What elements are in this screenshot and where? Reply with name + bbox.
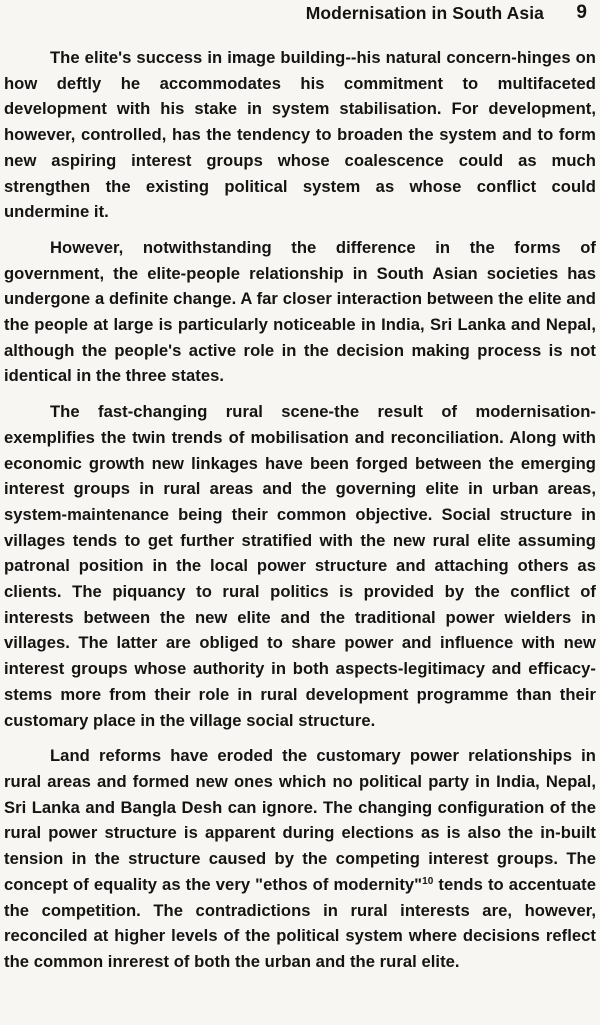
paragraph-land-reforms-text-a: Land reforms have eroded the customary power relationships in rural areas and formed new ones which no political party in India, Nepal, Sri Lanka and Bangla Desh can ignore. The changing configuration of the rural power structure is apparent during elections as is also the in-built tension in the structure caused by the competing interest groups. The concept of equality as the very "ethos of modernity" [4, 746, 596, 894]
paragraph-land-reforms-text-b: tends to accentuate the competition. The contradictions in rural interests are, however, reconciled at higher levels of the political system where decisions reflect the common inrerest of both the urban and the rural elite. [4, 874, 596, 971]
footnote-reference: 10 [422, 875, 434, 887]
running-header-title: Modernisation in South Asia [305, 3, 544, 23]
page-number: 9 [576, 2, 587, 23]
paragraph-elite-people: However, notwithstanding the difference in the forms of government, the elite-people relationship in South Asian societies has undergone a definite change. A far closer interaction between the elite and the people at large is particularly noticeable in India, Sri Lanka and Nepal, although the people's active role in the decision making process is not identical in the three states. [4, 237, 596, 386]
running-header [0, 2, 600, 28]
paragraph-land-reforms [4, 743, 596, 974]
paragraph-elite-image: The elite's success in image building--his natural concern-hinges on how deftly he accommodates his commitment to multifaceted development with his stake in system stabilisation. For development, however, controlled, has the tendency to broaden the system and to form new aspiring interest groups whose coalescence could as much strengthen the existing political system as whose conflict could undermine it. [4, 48, 596, 222]
paragraph-rural-scene: The fast-changing rural scene-the result of modernisation-exemplifies the twin trends of mobilisation and reconciliation. Along with economic growth new linkages have been forged between the emerging interest groups in rural areas and the governing elite in urban areas, system-maintenance being their common objective. Social structure in villages tends to get further stratified with the new rural elite assuming patronal position in the local power structure and attaching others as clients. The piquancy to rural politics is provided by the conflict of interests between the new elite and the traditional power wielders in villages. The latter are obliged to share power and influence with new interest groups whose authority in both aspects-legitimacy and efficacy-stems more from their role in rural development programme than their customary place in the village social structure. [4, 402, 596, 730]
body-text [4, 45, 596, 985]
